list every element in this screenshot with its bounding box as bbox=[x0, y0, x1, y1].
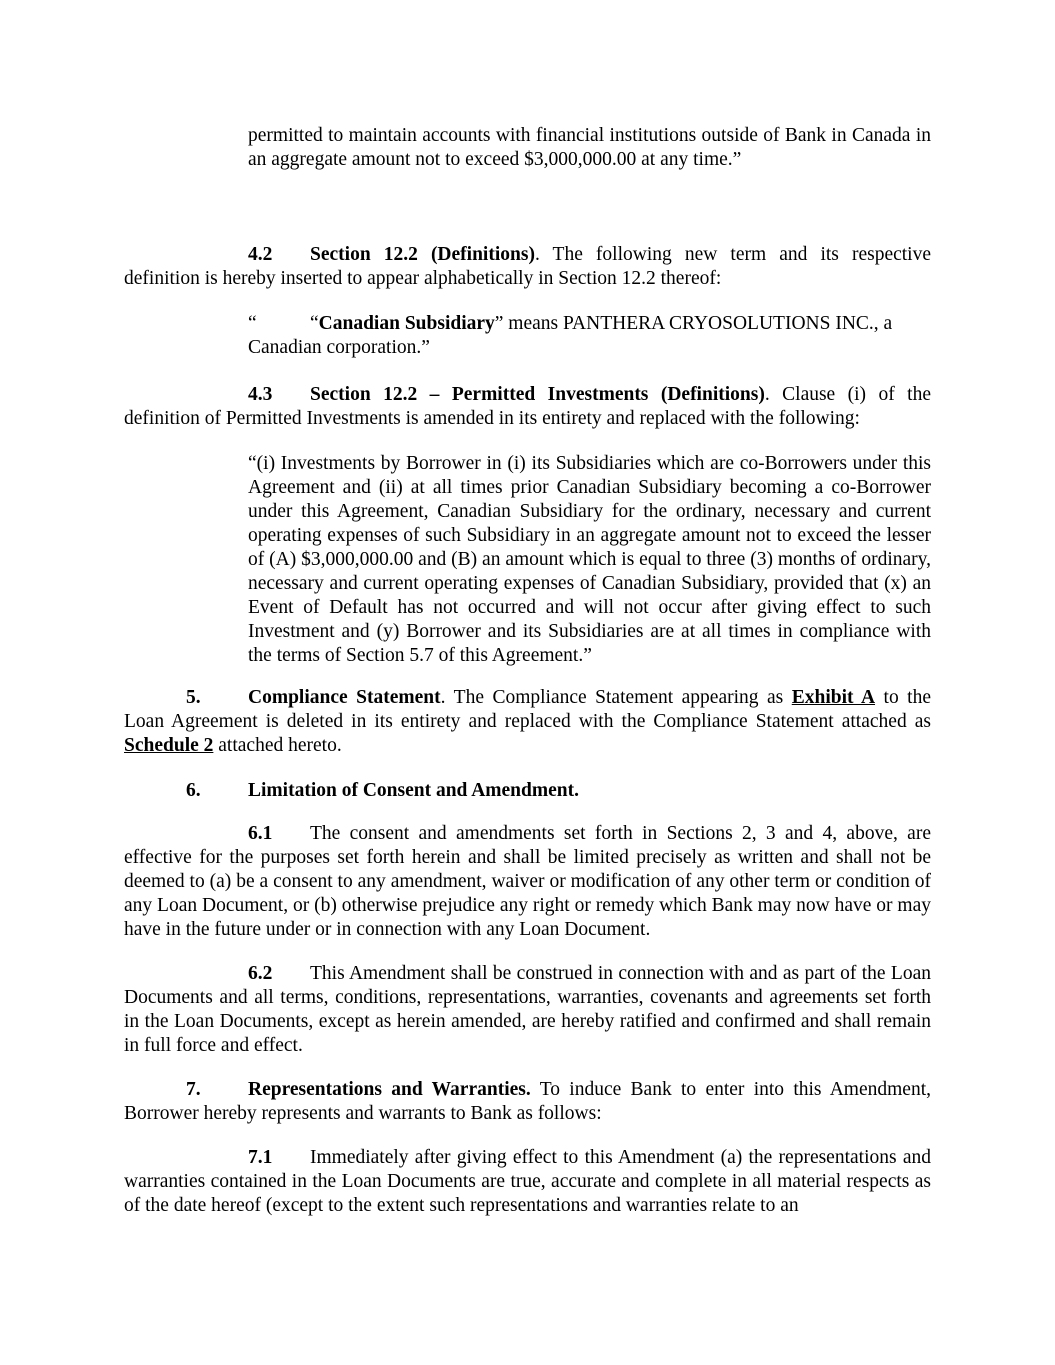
definition-open-quote: “ bbox=[248, 313, 257, 334]
section-7 bbox=[124, 1078, 931, 1126]
section-6-2 bbox=[124, 962, 931, 1058]
section-text: . The following new term and its respective definition is hereby inserted to appear alphabetically in Section 12.2 thereof: bbox=[124, 244, 931, 289]
section-heading: Representations and Warranties. bbox=[248, 1079, 531, 1100]
section-6 bbox=[124, 779, 931, 803]
section-text: The consent and amendments set forth in Sections 2, 3 and 4, above, are effective for the purposes set forth herein and shall be limited precisely as written and shall not be deemed to (a) be a consent to any amendment, waiver or modification of any other term or condition of any Loan Document, or (b) otherwise prejudice any right or remedy which Bank may now have or may have in the future under or in connection with any Loan Document. bbox=[124, 823, 931, 940]
term-open-quote: “ bbox=[310, 313, 319, 334]
defined-term: Canadian Subsidiary bbox=[318, 313, 495, 334]
continued-paragraph-text: permitted to maintain accounts with financial institutions outside of Bank in Canada in an aggregate amount not to exceed $3,000,000.00 at any time.” bbox=[248, 125, 931, 170]
section-number: 4.3 bbox=[248, 384, 273, 405]
section-number: 7. bbox=[186, 1079, 201, 1100]
section-text: To induce Bank to enter into this Amendment, Borrower hereby represents and warrants to Bank as follows: bbox=[124, 1079, 931, 1124]
section-number: 7.1 bbox=[248, 1147, 273, 1168]
section-4-2 bbox=[124, 243, 931, 291]
section-7-1 bbox=[124, 1146, 931, 1218]
clause-i-text: “(i) Investments by Borrower in (i) its Subsidiaries which are co-Borrowers under this Agreement and (ii) at all times prior Canadian Subsidiary becoming a co-Borrower under this Agreement, Canadian Subsidiary for the ordinary, necessary and current operating expenses of such Subsidiary in an aggregate amount not to exceed the lesser of (A) $3,000,000.00 and (B) an amount which is equal to three (3) months of ordinary, necessary and current operating expenses of Canadian Subsidiary, provided that (x) an Event of Default has not occurred and will not occur after giving effect to such Investment and (y) Borrower and its Subsidiaries are at all times in compliance with the terms of Section 5.7 of this Agreement.” bbox=[248, 453, 931, 666]
section-heading: Section 12.2 – Permitted Investments (Definitions) bbox=[310, 384, 765, 405]
section-text: This Amendment shall be construed in connection with and as part of the Loan Documents and all terms, conditions, representations, warranties, covenants and agreements set forth in the Loan Documents, except as herein amended, are hereby ratified and confirmed and shall remain in full force and effect. bbox=[124, 963, 931, 1056]
section-number: 5. bbox=[186, 687, 201, 708]
section-number: 4.2 bbox=[248, 244, 273, 265]
section-text: . Clause (i) of the definition of Permitted Investments is amended in its entirety and replaced with the following: bbox=[124, 384, 931, 429]
section-6-1 bbox=[124, 822, 931, 942]
section-number: 6.2 bbox=[248, 963, 273, 984]
schedule-reference: Schedule 2 bbox=[124, 735, 214, 756]
section-heading: Compliance Statement bbox=[248, 687, 441, 708]
continued-paragraph bbox=[248, 124, 931, 172]
section-text-3: attached hereto. bbox=[213, 735, 342, 756]
section-text: Immediately after giving effect to this Amendment (a) the representations and warranties contained in the Loan Documents are true, accurate and complete in all material respects as of the date hereof (except to the extent such representations and warranties relate to an bbox=[124, 1147, 931, 1216]
definition-canadian-subsidiary bbox=[248, 312, 931, 360]
section-4-3 bbox=[124, 383, 931, 431]
section-text-1: . The Compliance Statement appearing as bbox=[440, 687, 792, 708]
section-heading: Section 12.2 (Definitions) bbox=[310, 244, 535, 265]
section-number: 6. bbox=[186, 780, 201, 801]
section-heading: Limitation of Consent and Amendment. bbox=[248, 780, 579, 801]
definition-text: ” means PANTHERA CRYOSOLUTIONS INC., a Canadian corporation.” bbox=[248, 313, 893, 358]
clause-i-block bbox=[248, 452, 931, 668]
section-5 bbox=[124, 686, 931, 758]
section-text-2: to the Loan Agreement is deleted in its entirety and replaced with the Compliance Statement attached as bbox=[124, 687, 931, 732]
exhibit-reference: Exhibit A bbox=[791, 687, 876, 708]
section-number: 6.1 bbox=[248, 823, 273, 844]
